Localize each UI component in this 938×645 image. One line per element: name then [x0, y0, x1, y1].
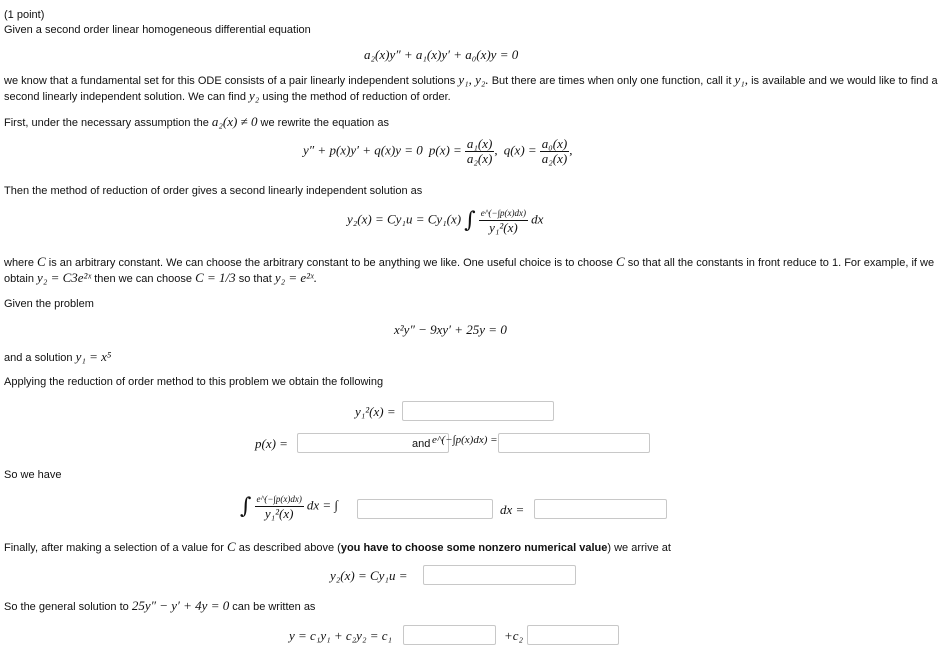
p2-text-a: First, under the necessary assumption the [4, 117, 209, 129]
paragraph-solution [4, 350, 111, 365]
y2-formula-numerator: e^(−∫p(x)dx) [479, 206, 528, 221]
paragraph-arbitrary-constant-2 [4, 271, 317, 286]
p9-text-c: as described above ( [238, 542, 341, 554]
p1-text-c: But there are times when only one function, call it [491, 75, 732, 87]
p4-math-i: C = 1/3 [195, 270, 236, 285]
points-label: (1 point) [4, 9, 45, 21]
p4-text-e: so that all the constants in front reduce to 1. For example, if we [627, 257, 935, 269]
given-problem-label: Given the problem [4, 298, 94, 310]
paragraph-arbitrary-constant [4, 255, 934, 270]
integral-numerator: e^(−∫p(x)dx) [255, 492, 304, 507]
y1-squared-input[interactable] [402, 401, 554, 421]
general-ode: a₂(x)y″ + a₁(x)y′ + a₀(x)y = 0 [364, 47, 519, 62]
y2-formula [347, 206, 543, 235]
p6-text-a: and a solution [4, 352, 73, 364]
standard-form-equation: y″ + p(x)y′ + q(x)y = 0 p(x) = $\frac{\text{a₁(x)}}{\text{a₂(x)}}$ , q(x) = $\frac{\text{a₀(x)}}{\text{a₂(x)}}$ , [303, 136, 573, 166]
p10-math-b: 25y″ − y′ + 4y = 0 [131, 598, 230, 613]
p-def-fraction [465, 137, 494, 166]
c2-coefficient-input[interactable] [527, 625, 619, 645]
p1-math-g: y₂ [249, 88, 260, 103]
integral-sign: ∫ [464, 208, 476, 233]
c1-coefficient-input[interactable] [403, 625, 496, 645]
problem-ode: x²y″ − 9xy′ + 25y = 0 [394, 322, 507, 337]
p2-text-c: we rewrite the equation as [260, 117, 389, 129]
c2-label: +c₂ [504, 628, 524, 643]
p6-math-b: y₁ = x⁵ [75, 349, 112, 364]
integral-mid: dx = ∫ [306, 497, 339, 513]
px-label: p(x) = [255, 436, 288, 451]
intro-text: Given a second order linear homogeneous differential equation [4, 24, 311, 36]
p4-text-h: then we can choose [94, 273, 193, 285]
p4-math-d: C [616, 254, 625, 269]
and-label: and [412, 438, 431, 450]
p9-text-a: Finally, after making a selection of a value for [4, 542, 224, 554]
paragraph-assumption [4, 115, 389, 130]
p1-text-e: is available and we would like to find a [751, 75, 938, 87]
y1-squared-label: y₁²(x) = [355, 404, 396, 419]
integral-fraction [255, 492, 304, 521]
p1-text-f: second linearly independent solution. We can find [4, 91, 246, 103]
p9-bold-d: you have to choose some nonzero numerical value [340, 542, 608, 554]
q-def-numerator: a₀(x) [541, 136, 568, 151]
q-def-denominator: a₂(x) [541, 151, 568, 166]
exp-label: e^(−∫p(x)dx) = [432, 434, 498, 446]
p4-math-g: y₂ = C3e²ˣ [37, 270, 92, 285]
p9-text-e: ) we arrive at [607, 542, 671, 554]
q-def-fraction [540, 137, 569, 166]
paragraph-finally [4, 540, 671, 555]
integral-row [240, 492, 338, 521]
paragraph-reduction: Then the method of reduction of order gives a second linearly independent solution as [4, 185, 423, 197]
p1-text-a: we know that a fundamental set for this ODE consists of a pair linearly independent solutions [4, 75, 456, 87]
y2-formula-lhs: y₂(x) = Cy₁u = Cy₁(x) [347, 211, 462, 227]
paragraph-fundamental-set [4, 73, 938, 88]
y2-answer-label: y₂(x) = Cy₁u = [330, 568, 408, 583]
p-def-lhs: p(x) = [428, 142, 462, 158]
so-we-have-label: So we have [4, 469, 62, 481]
paragraph-applying: Applying the reduction of order method to this problem we obtain the following [4, 376, 384, 388]
p4-text-c: is an arbitrary constant. We can choose the arbitrary constant to be anything we like. One useful choice is to choose [48, 257, 613, 269]
exp-integral-input[interactable] [498, 433, 650, 453]
p4-text-j: so that [238, 273, 272, 285]
y2-formula-fraction [479, 206, 528, 235]
p-def-numerator: a₁(x) [466, 136, 493, 151]
integral-sign-2: ∫ [240, 494, 252, 519]
general-solution-label: y = c₁y₁ + c₂y₂ = c₁ [289, 628, 393, 643]
p-def-denominator: a₂(x) [466, 151, 493, 166]
y2-formula-denominator: y₁²(x) [489, 220, 518, 235]
paragraph-fundamental-set-2 [4, 89, 451, 104]
p2-math-b: a₂(x) ≠ 0 [211, 114, 258, 129]
p1-math-b: y₁, y₂. [458, 72, 489, 87]
p1-text-h: using the method of reduction of order. [262, 91, 451, 103]
p4-text-f: obtain [4, 273, 34, 285]
p4-math-b: C [37, 254, 46, 269]
y2-input[interactable] [423, 565, 576, 585]
p4-math-k: y₂ = e²ˣ. [274, 270, 317, 285]
integrand-input[interactable] [357, 499, 493, 519]
dx-equals-label: dx = [500, 502, 525, 517]
q-def-lhs: q(x) = [503, 142, 537, 158]
p10-text-c: can be written as [232, 601, 316, 613]
y2-formula-dx: dx [531, 211, 544, 227]
integral-result-input[interactable] [534, 499, 667, 519]
integral-denominator: y₁²(x) [264, 506, 294, 521]
standard-form: y″ + p(x)y′ + q(x)y = 0 [303, 142, 423, 158]
p10-text-a: So the general solution to [4, 601, 129, 613]
p9-math-b: C [226, 539, 236, 554]
p1-math-d: y₁, [734, 72, 749, 87]
paragraph-general-solution [4, 599, 315, 614]
p4-text-a: where [4, 257, 34, 269]
